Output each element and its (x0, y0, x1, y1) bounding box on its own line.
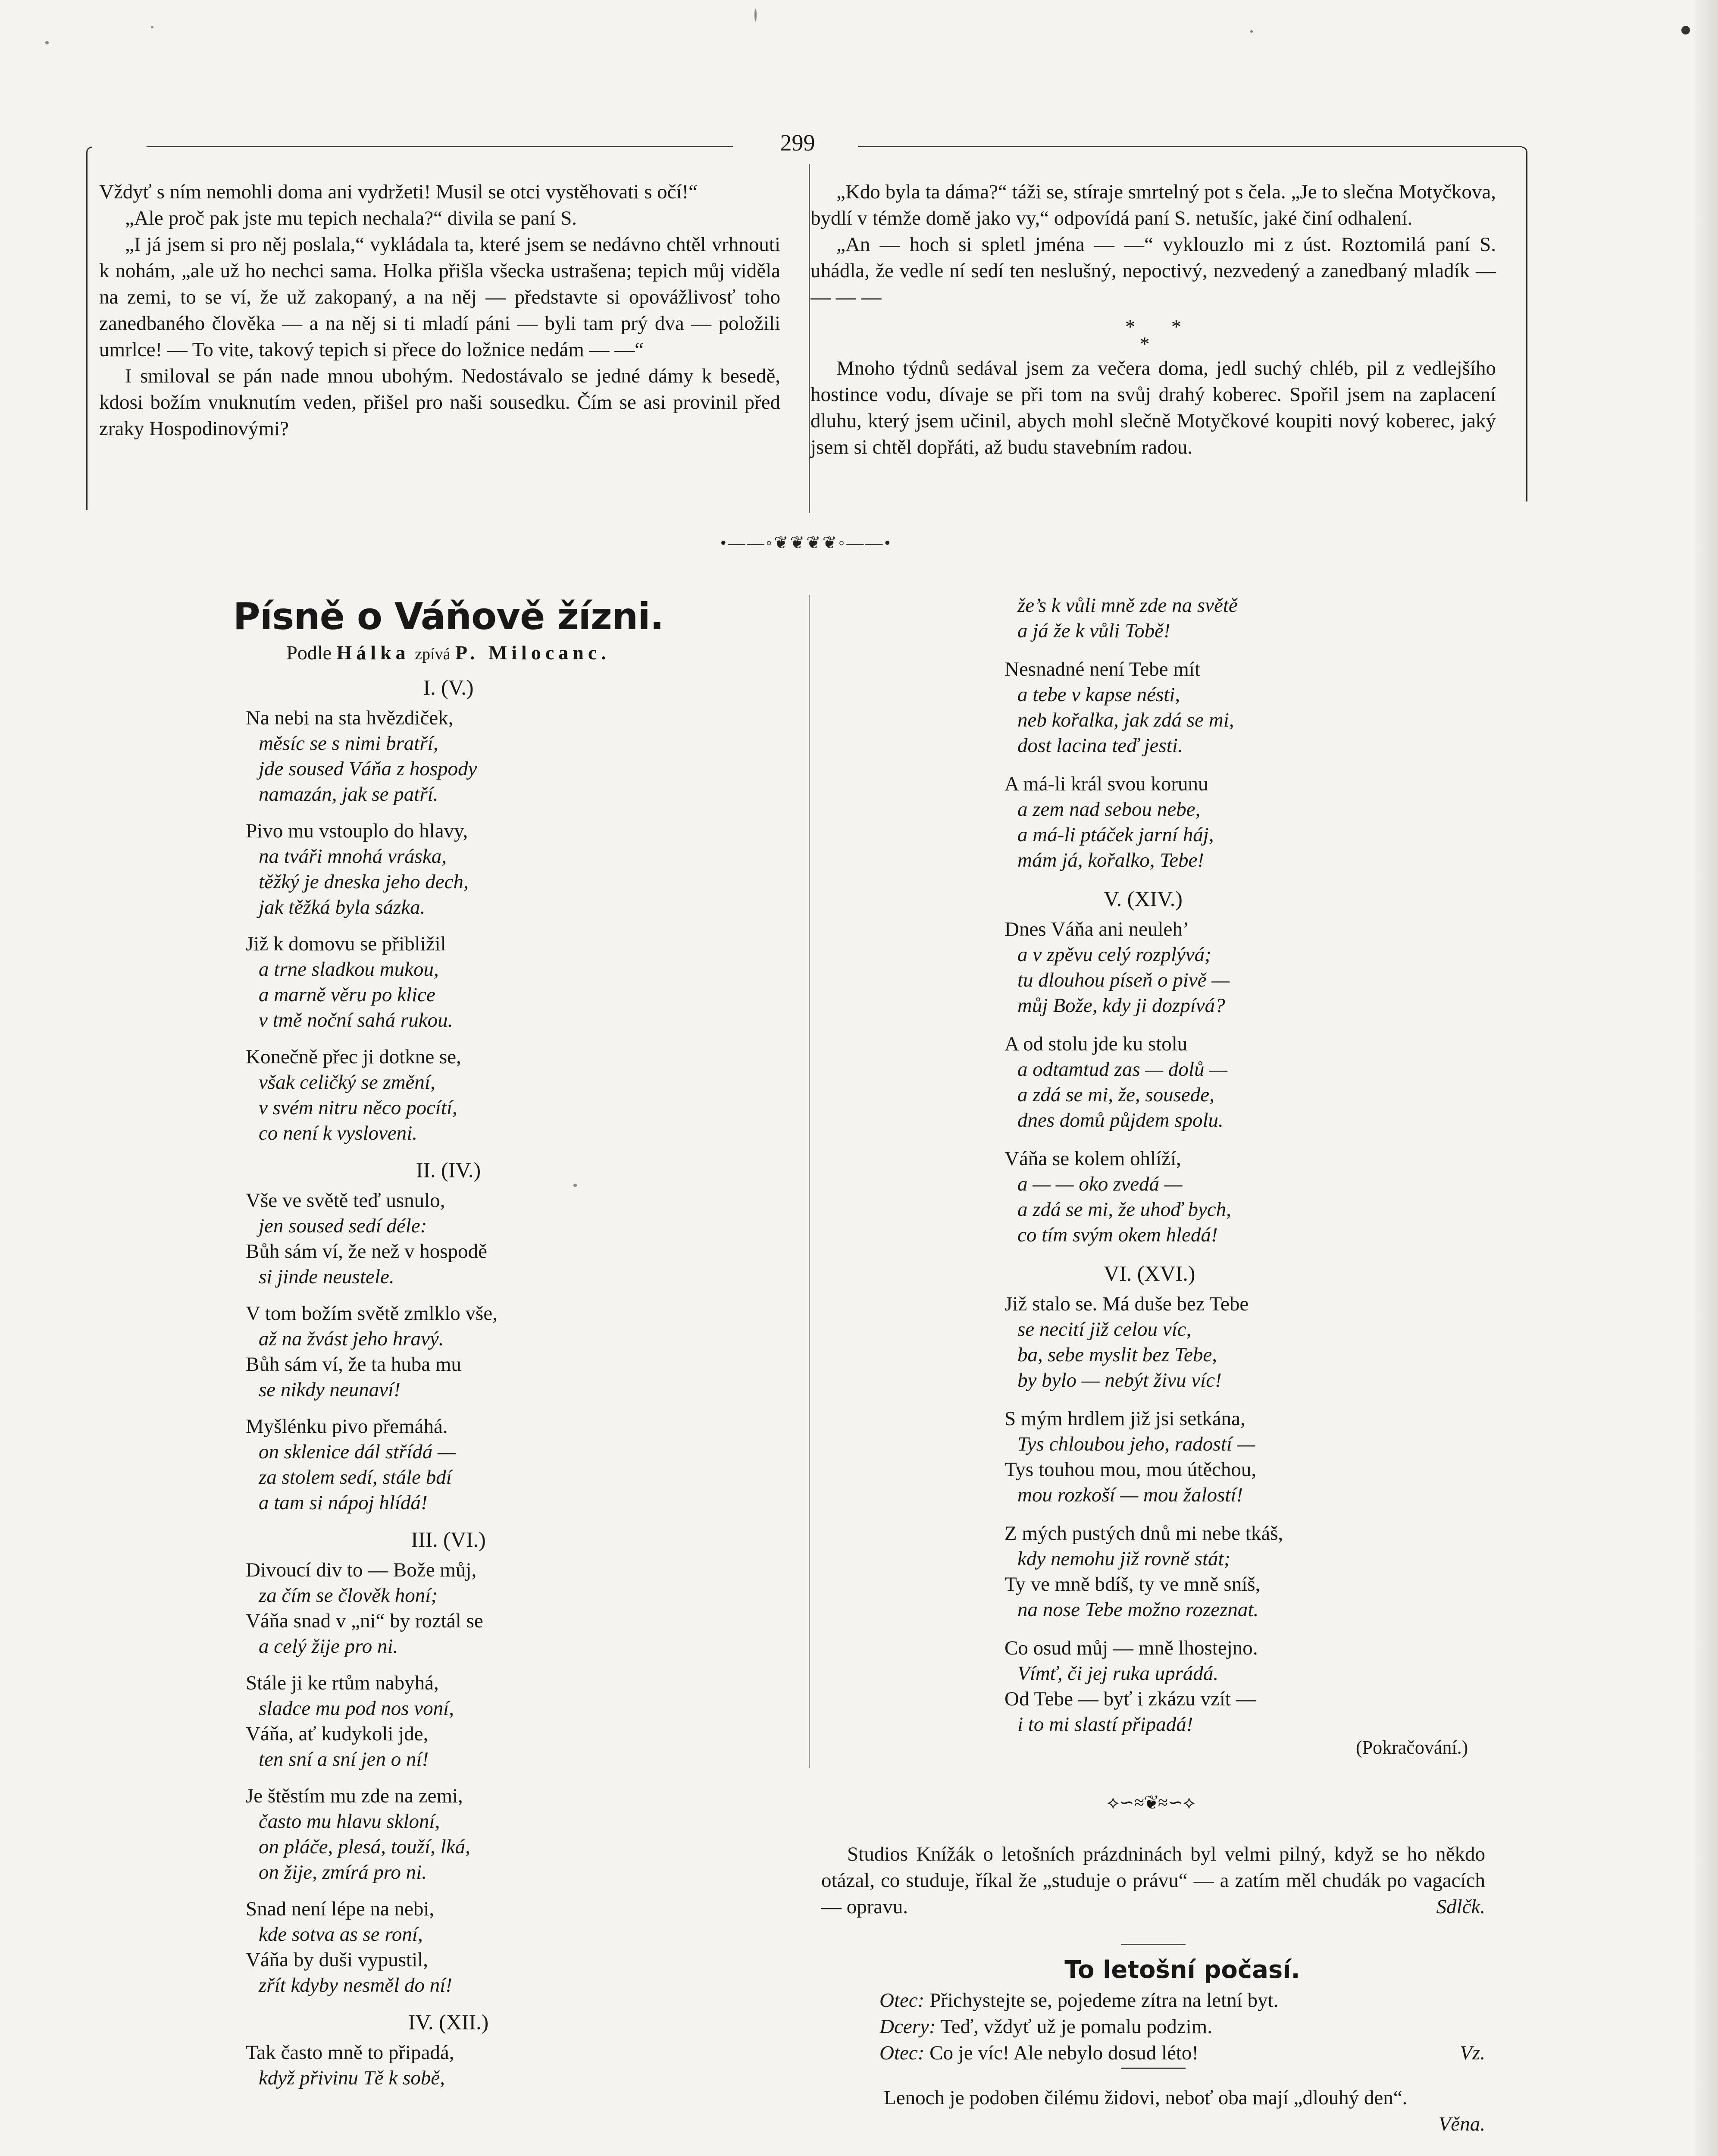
verse-line: často mu hlavu skloní, (259, 1810, 440, 1833)
scan-speck (754, 9, 757, 22)
verse-line: Nesnadné není Tebe mít (1005, 658, 1200, 680)
verse-line: mou rozkoší — mou žalostí! (1017, 1484, 1243, 1506)
verse-line: za čím se člověk honí; (259, 1584, 438, 1607)
scan-speck (573, 1184, 577, 1187)
stanza (992, 1521, 1509, 1623)
paragraph: „Kdo byla ta dáma?“ táži se, stíraje smrtelný pot s čela. „Je to slečna Motyčkova, bydlí v témže domě jako vy,“ odpovídá paní S. netušíc, jaké činí odhalení. (810, 181, 1496, 229)
verse-line: se nikdy neunaví! (259, 1379, 401, 1401)
poem-left-body (233, 675, 664, 2091)
prose-right (810, 179, 1496, 461)
verse-line: neb kořalka, jak zdá se mi, (1017, 709, 1234, 731)
verse-line: ba, sebe myslit bez Tebe, (1017, 1344, 1217, 1366)
stanza (233, 1670, 664, 1772)
verse-line: a odtamtud zas — dolů — (1017, 1058, 1228, 1081)
verse-line: Snad není lépe na nebi, (246, 1898, 435, 1920)
anecdote-weather (879, 1949, 1485, 2066)
verse-line: v tmě noční sahá rukou. (259, 1009, 453, 1031)
verse-line: on sklenice dál střídá — (259, 1441, 456, 1463)
verse-line: na nose Tebe možno rozeznat. (1017, 1598, 1259, 1621)
verse-line: ten sní a sní jen o ní! (259, 1748, 429, 1771)
verse-line: kdy nemohu již rovně stát; (1017, 1548, 1231, 1570)
anecdote-text: Studios Knížák o letošních prázdninách byl velmi pilný, když se ho někdo otázal, co studuje, říkal že „studuje o právu“ — a zatím měl chudák po vagacích — opravu. (821, 1843, 1485, 1918)
stanza (992, 771, 1509, 873)
anecdote-title: To letošní počasí. (1064, 1956, 1300, 1984)
poem-column-left (233, 595, 664, 2102)
verse-line: Myšlénku pivo přemáhá. (246, 1415, 448, 1438)
stanza (992, 1291, 1509, 1393)
column-rule-poem (809, 595, 810, 1768)
verse-line: a já že k vůli Tobě! (1017, 620, 1170, 642)
stanza (992, 1031, 1509, 1133)
verse-line: on pláče, plesá, touží, lká, (259, 1836, 470, 1858)
verse-line: Dnes Váňa ani neuleh’ (1005, 918, 1189, 940)
verse-line: si jinde neustele. (259, 1266, 394, 1288)
verse-line: Váňa, ať kudykoli jde, (246, 1723, 429, 1745)
verse-line: mám já, kořalko, Tebe! (1017, 849, 1204, 871)
stanza (992, 1146, 1509, 1248)
frame-left (86, 147, 92, 510)
verse-line: můj Bože, kdy ji dozpívá? (1017, 994, 1225, 1017)
verse-line: a má-li ptáček jarní háj, (1017, 824, 1214, 846)
verse-line: Od Tebe — byť i zkázu vzít — (1005, 1688, 1256, 1710)
verse-line: jde soused Váňa z hospody (259, 758, 477, 780)
anecdote-text: Lenoch je podoben čilému židovi, neboť oba mají „dlouhý den“. (884, 2087, 1408, 2109)
stanza (992, 1406, 1509, 1508)
verse-line: Vše ve světě teď usnulo, (246, 1189, 445, 1212)
verse-line: měsíc se s nimi bratří, (259, 732, 438, 755)
stanza (233, 1044, 664, 1146)
verse-line: však celičký se změní, (259, 1071, 435, 1094)
verse-line: i to mi slastí připadá! (1017, 1713, 1193, 1736)
continued-note: (Pokračování.) (1356, 1737, 1468, 1758)
stanza (233, 1783, 664, 1885)
stanza (233, 1301, 664, 1403)
section-numeral: VI. (XVI.) (1104, 1261, 1195, 1285)
paragraph: I smiloval se pán nade mnou ubohým. Nedostávalo se jedné dámy k besedě, kdosi božím vnuknutím veden, přišel pro naši sousedku. Čím se asi provinil před zraky Hospodinovými? (99, 365, 780, 440)
verse-line: a zdá se mi, že, sousede, (1017, 1084, 1214, 1106)
verse-line: zřít kdyby nesměl do ní! (259, 1974, 453, 1996)
anecdote-lazy (884, 2085, 1485, 2137)
verse-line: Váňa snad v „ni“ by roztál se (246, 1610, 483, 1632)
poem-right-body (992, 593, 1509, 1737)
paragraph: „Ale proč pak jste mu tepich nechala?“ divila se paní S. (125, 207, 577, 229)
verse-line: Z mých pustých dnů mi nebe tkáš, (1005, 1522, 1283, 1545)
paragraph: „An — hoch si spletl jména — —“ vyklouzlo mi z úst. Roztomilá paní S. uhádla, že vedle ní sedí ten neslušný, nepoctivý, nezvedený a zanedbaný mladík — — — — (810, 233, 1496, 308)
paragraph: „I já jsem si pro něj poslala,“ vykládala ta, které jsem se nedávno chtěl vrhnouti k nohám, „ale už ho nechci sama. Holka přišla všecka ustrašena; tepich můj viděla na zemi, to se ví, že už zakopaný, a na něj — představte si opovážlivosť toho zanedbaného člověka — a na něj si ti mladí páni — byli tam prý dva — položili umrlce! — To vite, takový tepich si přece do ložnice nedám — —“ (99, 233, 780, 361)
verse-line: Divoucí div to — Bože můj, (246, 1559, 477, 1581)
top-rule-left (147, 146, 733, 147)
verse-line: a trne sladkou mukou, (259, 958, 439, 981)
stanza (233, 931, 664, 1033)
verse-line: těžký je dneska jeho dech, (259, 871, 469, 893)
verse-line: a celý žije pro ni. (259, 1635, 398, 1658)
section-divider-ornament: •——◦❦❦❦❦◦——• (720, 533, 892, 552)
verse-line: Je štěstím mu zde na zemi, (246, 1785, 463, 1807)
scan-speck (45, 41, 49, 44)
section-numeral: I. (V.) (423, 675, 474, 699)
poem-column-right (992, 593, 1509, 1750)
verse-line: a zdá se mi, že uhoď bych, (1017, 1198, 1231, 1221)
verse-line: on žije, zmírá pro ni. (259, 1861, 427, 1883)
verse-line: se necití již celou víc, (1017, 1318, 1192, 1341)
verse-line: kde sotva as se roní, (259, 1923, 423, 1946)
verse-line: Ty ve mně bdíš, ty ve mně sníš, (1005, 1573, 1261, 1595)
verse-line: a tam si nápoj hlídá! (259, 1492, 428, 1514)
stanza (233, 818, 664, 920)
prose-left (99, 179, 780, 442)
verse-line: že’s k vůli mně zde na světě (1017, 594, 1238, 617)
signature: Vz. (1460, 2042, 1485, 2064)
verse-line: Váňa se kolem ohlíží, (1005, 1147, 1181, 1170)
section-numeral: IV. (XII.) (408, 2010, 489, 2034)
verse-line: Tys touhou mou, mou útěchou, (1005, 1458, 1257, 1481)
verse-line: S mým hrdlem již jsi setkána, (1005, 1407, 1245, 1430)
poem-title: Písně o Váňově žízni. (233, 595, 664, 638)
verse-line: a zem nad sebou nebe, (1017, 798, 1201, 821)
stanza (233, 1188, 664, 1290)
dialogue-line: Otec: Přichystejte se, pojedeme zítra na letní byt. (879, 1989, 1279, 2012)
verse-line: dnes domů půjdem spolu. (1017, 1109, 1224, 1131)
verse-line: Pivo mu vstouplo do hlavy, (246, 820, 468, 842)
verse-line: A od stolu jde ku stolu (1005, 1033, 1188, 1055)
verse-line: Na nebi na sta hvězdiček, (246, 707, 454, 729)
stanza (233, 1896, 664, 1998)
verse-line: a v zpěvu celý rozplývá; (1017, 943, 1211, 966)
verse-line: Co osud můj — mně lhostejno. (1005, 1637, 1258, 1659)
top-rule-right (858, 146, 1522, 147)
stanza (992, 657, 1509, 758)
page-number: 299 (780, 130, 815, 156)
stanza (992, 593, 1509, 644)
verse-line: V tom božím světě zmlklo vše, (246, 1302, 498, 1325)
verse-line: a tebe v kapse nésti, (1017, 683, 1180, 706)
verse-line: Tys chloubou jeho, radostí — (1017, 1433, 1255, 1455)
page-edge (1692, 0, 1718, 2156)
verse-line: a marně věru po klice (259, 984, 435, 1006)
asterism (810, 318, 1496, 353)
verse-line: A má-li král svou korunu (1005, 773, 1208, 795)
short-rule (1121, 2068, 1186, 2069)
paragraph: Mnoho týdnů sedával jsem za večera doma, jedl suchý chléb, pil z vedlejšího hostince vodu, dívaje se při tom na svůj drahý koberec. Spořil jsem na zaplacení dluhu, který jsem učinil, abych mohl slečně Motyčkové koupiti nový koberec, jaký jsem si chtěl dopřáti, až budu stavebním radou. (810, 357, 1496, 458)
verse-line: dost lacina teď jesti. (1017, 734, 1183, 757)
scan-speck (1681, 26, 1690, 34)
verse-line: Bůh sám ví, že ta huba mu (246, 1353, 461, 1376)
verse-line: by bylo — nebýt živu víc! (1017, 1369, 1222, 1391)
verse-line: Konečně přec ji dotkne se, (246, 1046, 461, 1068)
verse-line: sladce mu pod nos voní, (259, 1697, 454, 1720)
section-numeral: II. (IV.) (416, 1158, 481, 1182)
verse-line: Stále ji ke rtům nabyhá, (246, 1672, 439, 1694)
verse-line: až na žvást jeho hravý. (259, 1328, 444, 1350)
verse-line: jak těžká byla sázka. (259, 896, 426, 918)
dialogue-line: Otec: Co je víc! Ale nebylo dosud léto! Vz. (879, 2040, 1485, 2066)
verse-line: co tím svým okem hledá! (1017, 1224, 1218, 1246)
verse-line: Bůh sám ví, že než v hospodě (246, 1240, 487, 1263)
column-rule-top (809, 164, 810, 513)
star: * (1125, 316, 1136, 338)
section-numeral: V. (XIV.) (1104, 887, 1183, 911)
scan-speck (151, 26, 153, 28)
verse-line: jen soused sedí déle: (259, 1215, 427, 1237)
frame-right (1522, 147, 1527, 501)
scan-speck (1250, 30, 1253, 33)
stanza (233, 705, 664, 807)
verse-line: tu dlouhou píseň o pivě — (1017, 969, 1230, 991)
signature: Sdlčk. (1436, 1896, 1485, 1918)
verse-line: co není k vysloveni. (259, 1122, 417, 1144)
stanza (233, 1414, 664, 1516)
stanza (233, 1557, 664, 1659)
short-rule (1121, 1944, 1186, 1945)
stanza (233, 2040, 664, 2091)
ornament-divider: ⟡∽≈❦≈∽⟡ (1107, 1793, 1195, 1813)
stanza (992, 917, 1509, 1018)
verse-line: Vímť, či jej ruka uprádá. (1017, 1662, 1219, 1685)
verse-line: Již stalo se. Má duše bez Tebe (1005, 1293, 1249, 1315)
poem-subtitle: Podle Hálka zpívá P. Milocanc. (286, 642, 610, 664)
paragraph: Vždyť s ním nemohli doma ani vydržeti! Musil se otci vystěhovati s očí!“ (99, 181, 698, 203)
star: * (1171, 316, 1182, 338)
verse-line: namazán, jak se patří. (259, 783, 438, 805)
verse-line: když přivinu Tě k sobě, (259, 2067, 445, 2089)
verse-line: Tak často mně to připadá, (246, 2041, 454, 2064)
verse-line: v svém nitru něco pocítí, (259, 1097, 457, 1119)
stanza (992, 1636, 1509, 1737)
signature: Věna. (1438, 2113, 1485, 2135)
verse-line: a — — oko zvedá — (1017, 1173, 1183, 1195)
anecdote-studios (821, 1841, 1485, 1920)
dialogue-line: Dcery: Teď, vždyť už je pomalu podzim. (879, 2015, 1212, 2038)
verse-line: za stolem sedí, stále bdí (259, 1466, 452, 1489)
section-numeral: III. (VI.) (411, 1527, 486, 1551)
verse-line: Váňa by duši vypustil, (246, 1949, 428, 1971)
verse-line: na tváři mnohá vráska, (259, 845, 447, 868)
star: * (1139, 333, 1150, 355)
verse-line: Již k domovu se přibližil (246, 933, 446, 955)
